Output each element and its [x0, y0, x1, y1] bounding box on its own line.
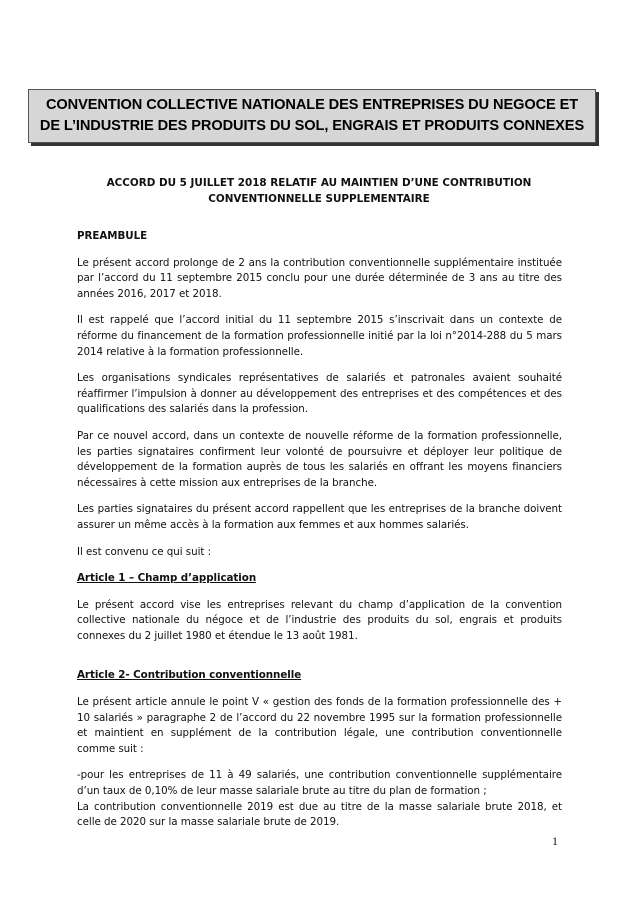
page-number: 1	[552, 834, 558, 848]
preamble-paragraph-2: Il est rappelé que l’accord initial du 11 septembre 2015 s’inscrivait dans un contexte de réforme du financement de la formation professionnelle initié par la loi n°2014-288 du 5 mars 2014 relative à la formation professionnelle.	[77, 314, 562, 358]
preamble-paragraph-1: Le présent accord prolonge de 2 ans la contribution conventionnelle supplémentaire instituée par l’accord du 11 septembre 2015 conclu pour une durée déterminée de 3 ans au titre des années 2016, 2017 et 2018.	[77, 256, 562, 300]
preamble-heading: PREAMBULE	[77, 230, 148, 242]
document-title-line-2: DE L’INDUSTRIE DES PRODUITS DU SOL, ENGRAIS ET PRODUITS CONNEXES	[39, 118, 585, 134]
article-2-text: Le présent article annule le point V « gestion des fonds de la formation professionnelle des + 10 salariés » paragraphe 2 de l’accord du 22 novembre 1995 sur la formation professionnelle et maintient en supplément de la contribution légale, une contribution conventionnelle comme suit :	[77, 696, 562, 755]
article-1-text: Le présent accord vise les entreprises relevant du champ d’application de la convention collective nationale du négoce et de l’industrie des produits du sol, engrais et produits connexes du 2 juillet 1980 et étendue le 13 août 1981.	[77, 598, 562, 642]
article-2-heading: Article 2- Contribution conventionnelle	[77, 669, 302, 682]
preamble-paragraph-4: Par ce nouvel accord, dans un contexte de nouvelle réforme de la formation professionnelle, les parties signataires confirment leur volonté de poursuivre et déployer leur politique de développement de la formation auprès de tous les salariés en offrant les moyens financiers nécessaires à cette mission aux entreprises de la branche.	[77, 429, 562, 489]
document-title-box	[28, 89, 596, 143]
article-2-list-item: -pour les entreprises de 11 à 49 salariés, une contribution conventionnelle supplémentaire d’un taux de 0,10% de leur masse salariale brute au titre du plan de formation ;	[77, 769, 562, 798]
article-2-note: La contribution conventionnelle 2019 est due au titre de la masse salariale brute 2018, et celle de 2020 sur la masse salariale brute de 2019.	[77, 800, 562, 829]
agreement-subtitle	[60, 175, 578, 207]
preamble-paragraph-6: Il est convenu ce qui suit :	[77, 545, 212, 558]
agreement-subtitle-line-1: ACCORD DU 5 JUILLET 2018 RELATIF AU MAINTIEN D’UNE CONTRIBUTION	[106, 177, 532, 189]
agreement-subtitle-line-2: CONVENTIONNELLE SUPPLEMENTAIRE	[208, 193, 430, 205]
article-1-heading: Article 1 – Champ d’application	[77, 572, 257, 585]
document-title-line-1: CONVENTION COLLECTIVE NATIONALE DES ENTREPRISES DU NEGOCE ET	[45, 97, 579, 113]
preamble-paragraph-3: Les organisations syndicales représentatives de salariés et patronales avaient souhaité réaffirmer l’impulsion à donner au développement des entreprises et des compétences et des qualifications des salariés dans la profession.	[77, 372, 562, 416]
document-body	[77, 229, 562, 842]
preamble-paragraph-5: Les parties signataires du présent accord rappellent que les entreprises de la branche doivent assurer un même accès à la formation aux femmes et aux hommes salariés.	[77, 503, 562, 531]
